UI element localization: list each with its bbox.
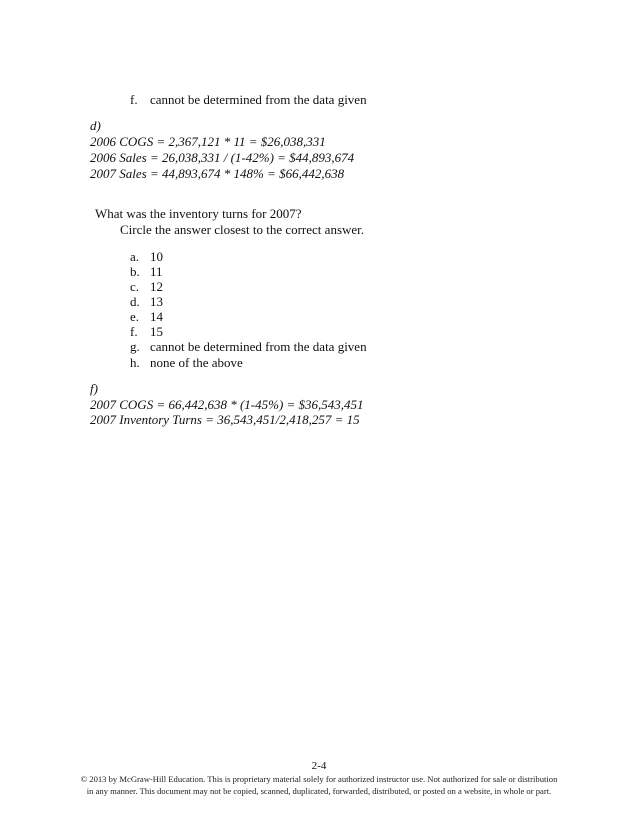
option-letter: g. — [130, 339, 140, 354]
answer-f-line-1: 2007 COGS = 66,442,638 * (1-45%) = $36,543,451 — [90, 397, 364, 412]
answer-f-label: f) — [90, 381, 98, 396]
answer-d-line-1: 2006 COGS = 2,367,121 * 11 = $26,038,331 — [90, 134, 326, 149]
answer-d-line-3: 2007 Sales = 44,893,674 * 148% = $66,442,638 — [90, 166, 345, 181]
option-h — [130, 355, 243, 371]
option-e — [130, 309, 163, 325]
option-text: 12 — [150, 279, 163, 294]
copyright-notice: © 2013 by McGraw-Hill Education. This is proprietary material solely for authorized instructor use. Not authorized for sale or distribution in any manner. This document may not be copied, scanned, duplicated, forwarded, distributed, or posted on a website, in whole or part. — [80, 774, 558, 796]
answer-d-line-2: 2006 Sales = 26,038,331 / (1-42%) = $44,893,674 — [90, 150, 355, 165]
prev-option-f — [130, 92, 367, 108]
option-b — [130, 264, 163, 280]
option-a — [130, 249, 163, 265]
page-number: 2-4 — [311, 760, 327, 772]
option-text: none of the above — [150, 355, 243, 370]
option-text: 10 — [150, 249, 163, 264]
option-letter: a. — [130, 249, 140, 264]
option-g — [130, 339, 367, 355]
option-text: cannot be determined from the data given — [150, 92, 367, 107]
option-f — [130, 324, 163, 340]
option-d — [130, 294, 163, 310]
option-text: cannot be determined from the data given — [150, 339, 367, 354]
option-letter: b. — [130, 264, 140, 279]
option-letter: f. — [130, 92, 138, 107]
option-letter: e. — [130, 309, 140, 324]
option-text: 11 — [150, 264, 163, 279]
option-letter: f. — [130, 324, 138, 339]
option-text: 13 — [150, 294, 163, 309]
option-text: 14 — [150, 309, 163, 324]
option-c — [130, 279, 163, 295]
option-text: 15 — [150, 324, 163, 339]
option-letter: c. — [130, 279, 140, 294]
option-letter: d. — [130, 294, 140, 309]
question-text: What was the inventory turns for 2007? — [95, 206, 302, 221]
answer-d-label: d) — [90, 118, 101, 133]
answer-f-line-2: 2007 Inventory Turns = 36,543,451/2,418,257 = 15 — [90, 412, 360, 427]
question-instruction: Circle the answer closest to the correct answer. — [120, 222, 365, 237]
option-letter: h. — [130, 355, 140, 370]
